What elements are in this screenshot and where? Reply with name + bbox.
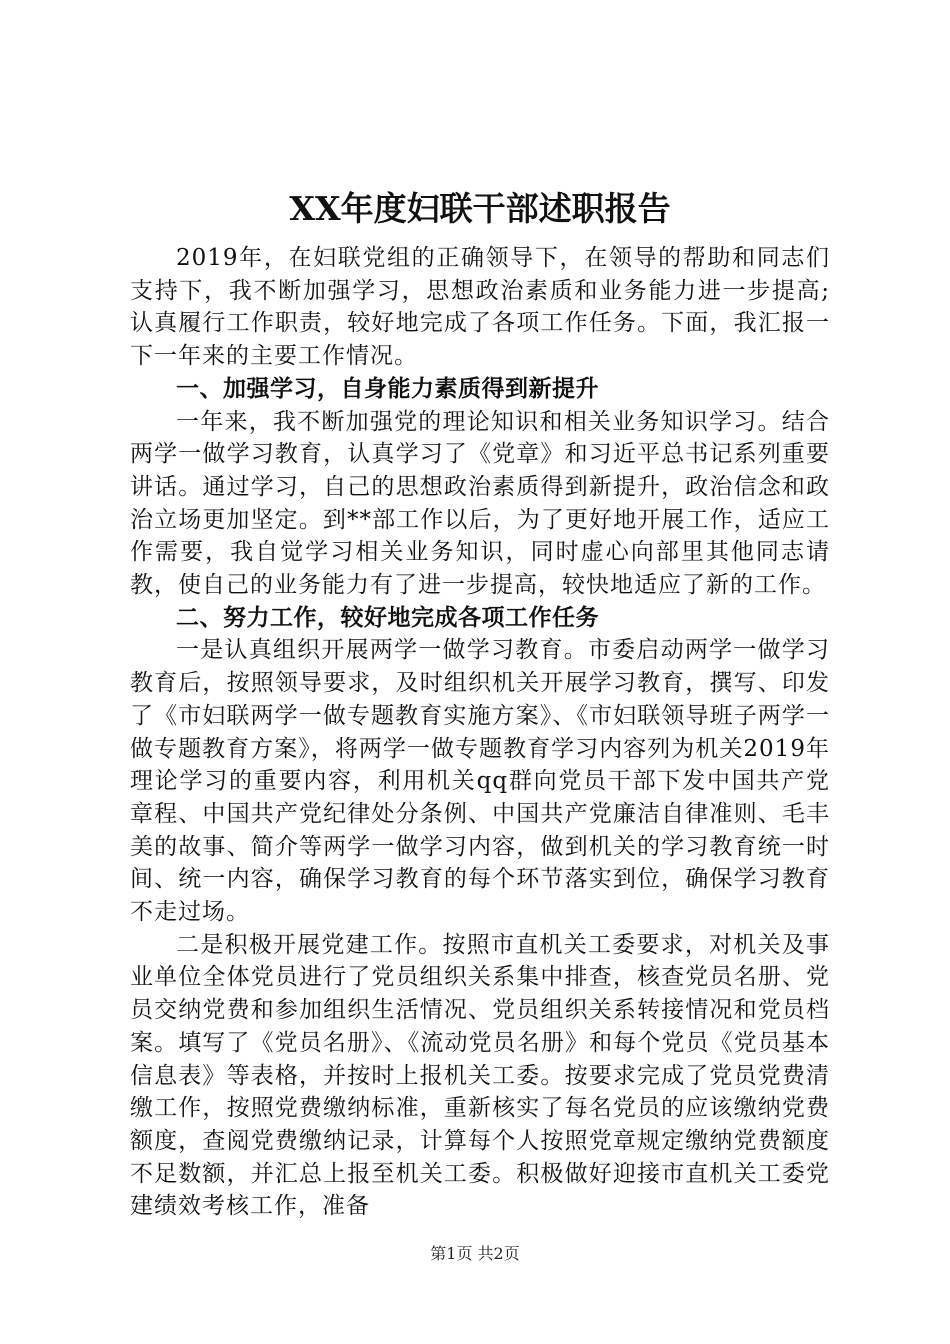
page-footer: 第1页 共2页 [430, 1244, 520, 1263]
section-2-paragraph-2: 二是积极开展党建工作。按照市直机关工委要求，对机关及事业单位全体党员进行了党员组织关系集中排查，核查党员名册、党员交纳党费和参加组织生活情况、党员组织关系转接情况和党员档案。填写了《党员名册》、《流动党员名册》和每个党员《党员基本信息表》等表格，并按时上报机关工委。按要求完成了党员党费清缴工作，按照党费缴纳标准，重新核实了每名党员的应该缴纳党费额度，查阅党费缴纳记录，计算每个人按照党章规定缴纳党费额度不足数额，并汇总上报至机关工委。积极做好迎接市直机关工委党建绩效考核工作，准备 [130, 931, 830, 1220]
section-2-paragraph-1: 一是认真组织开展两学一做学习教育。市委启动两学一做学习教育后，按照领导要求，及时组织机关开展学习教育，撰写、印发了《市妇联两学一做专题教育实施方案》、《市妇联领导班子两学一做专题教育方案》，将两学一做专题教育学习内容列为机关2019年理论学习的重要内容，利用机关qq群向党员干部下发中国共产党章程、中国共产党纪律处分条例、中国共产党廉洁自律准则、毛丰美的故事、简介等两学一做学习内容，做到机关的学习教育统一时间、统一内容，确保学习教育的每个环节落实到位，确保学习教育不走过场。 [130, 637, 830, 926]
section-2-heading: 二、努力工作，较好地完成各项工作任务 [176, 604, 599, 631]
document-title: XX年度妇联干部述职报告 [289, 189, 671, 228]
intro-paragraph: 2019年，在妇联党组的正确领导下，在领导的帮助和同志们支持下，我不断加强学习，思想政治素质和业务能力进一步提高;认真履行工作职责，较好地完成了各项工作任务。下面，我汇报一下一年来的主要工作情况。 [130, 245, 830, 370]
section-1-paragraph-1: 一年来，我不断加强党的理论知识和相关业务知识学习。结合两学一做学习教育，认真学习了《党章》和习近平总书记系列重要讲话。通过学习，自己的思想政治素质得到新提升，政治信念和政治立场更加坚定。到**部工作以后，为了更好地开展工作，适应工作需要，我自觉学习相关业务知识，同时虚心向部里其他同志请教，使自己的业务能力有了进一步提高，较快地适应了新的工作。 [130, 408, 830, 599]
section-1-heading: 一、加强学习，自身能力素质得到新提升 [176, 375, 599, 402]
document-page [130, 180, 830, 1223]
